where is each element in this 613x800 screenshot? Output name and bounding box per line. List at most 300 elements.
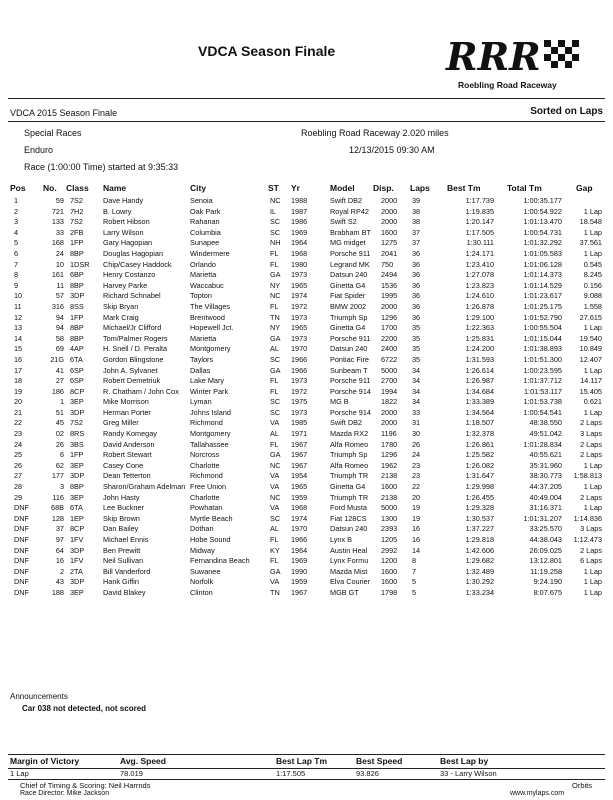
cell-no: 10 [55, 259, 64, 269]
cell-total-tm: 1:01:05.583 [523, 248, 562, 258]
cell-disp: 1205 [381, 535, 398, 544]
cell-model: Mazda Mist [330, 566, 368, 576]
cell-class: 3EP [70, 492, 84, 502]
cell-state: FL [270, 556, 279, 566]
cell-gap: 1 Lap [583, 460, 602, 470]
cell-best-tm: 1:34.564 [465, 407, 494, 417]
cell-model: Triumph TR [330, 471, 369, 481]
cell-name: Mike Morrison [103, 397, 149, 407]
cell-laps: 34 [412, 376, 421, 386]
logo-caption: Roebling Road Raceway [458, 80, 557, 90]
cell-year: 1985 [291, 418, 308, 428]
cell-best-tm: 1:33.389 [465, 397, 494, 407]
col-total-tm: Total Tm [507, 183, 542, 193]
cell-state: VA [270, 418, 280, 428]
cell-laps: 31 [412, 418, 421, 428]
cell-laps: 23 [412, 460, 421, 470]
table-row [0, 196, 613, 207]
cell-best-tm: 1:25.582 [465, 450, 494, 460]
cell-name: Gary Hagopian [103, 238, 153, 248]
cell-class: 1DSR [70, 259, 90, 269]
cell-model: Porsche 911 [330, 376, 371, 386]
cell-city: Rahanan [190, 217, 220, 227]
cell-name: R. Chatham / John Cox [103, 386, 179, 396]
cell-no: 133 [51, 217, 64, 227]
cell-pos: 14 [14, 333, 23, 343]
cell-laps: 35 [412, 333, 421, 343]
cell-year: 1971 [291, 429, 308, 439]
cell-disp: 2200 [381, 333, 398, 343]
cell-city: Montgomery [190, 344, 231, 354]
cell-no: 69 [55, 344, 64, 354]
cell-year: 1967 [291, 439, 308, 449]
cell-laps: 5 [412, 577, 417, 587]
cell-year: 1973 [291, 333, 308, 343]
cell-disp: 1275 [381, 238, 398, 248]
cell-no: 316 [51, 301, 64, 311]
cell-gap: 1 Lap [583, 365, 602, 375]
cell-total-tm: 1:01:31.207 [523, 513, 562, 523]
cell-class: 8BP [70, 248, 84, 258]
cell-class: 3DP [70, 471, 85, 481]
cell-disp: 2138 [381, 471, 398, 481]
cell-disp: 2992 [381, 545, 398, 555]
cell-city: Dallas [190, 365, 211, 375]
cell-year: 1973 [291, 407, 308, 417]
announcements-title: Announcements [10, 692, 68, 701]
cell-gap: 2 Laps [580, 492, 602, 502]
table-row [0, 567, 613, 578]
cell-pos: DNF [14, 545, 29, 555]
cell-gap: 1 Lap [583, 407, 602, 417]
cell-gap: 37.561 [579, 238, 602, 248]
cell-laps: 5 [412, 587, 417, 597]
col-name: Name [103, 183, 127, 193]
cell-pos: 28 [14, 482, 23, 492]
cell-best-tm: 1:23.410 [465, 259, 494, 269]
cell-disp: 6722 [381, 354, 398, 364]
cell-city: Lake Mary [190, 376, 225, 386]
cell-state: SC [270, 227, 281, 237]
cell-model: Brabham BT [330, 227, 371, 237]
table-row [0, 461, 613, 472]
cell-total-tm: 1:01:37.712 [523, 376, 562, 386]
cell-laps: 8 [412, 556, 417, 566]
cell-best-tm: 1:26.614 [465, 365, 494, 375]
cell-gap: 0.621 [583, 397, 602, 407]
cell-pos: DNF [14, 587, 29, 597]
cell-best-tm: 1:30.111 [466, 238, 494, 248]
event-name: VDCA 2015 Season Finale [10, 108, 118, 118]
cell-name: Sharon/Graham Adelman [103, 482, 186, 492]
cell-gap: 1 Lap [583, 227, 602, 237]
table-row [0, 514, 613, 525]
cell-class: 8BP [70, 333, 84, 343]
avg-speed-label: Avg. Speed [120, 756, 166, 766]
cell-best-tm: 1:30.537 [465, 513, 494, 523]
cell-class: 3EP [70, 460, 84, 470]
cell-model: Swift DB2 [330, 196, 363, 205]
cell-name: H. Snell / D. Peralta [103, 344, 168, 354]
cell-no: 27 [55, 376, 64, 386]
cell-city: Norfolk [190, 577, 214, 587]
cell-state: FL [270, 386, 279, 396]
cell-pos: DNF [14, 577, 29, 587]
cell-class: 1EP [70, 513, 84, 523]
cell-model: Swift DB2 [330, 418, 363, 428]
cell-laps: 36 [412, 248, 421, 258]
cell-city: Montgomery [190, 429, 231, 439]
table-row [0, 238, 613, 249]
cell-laps: 16 [412, 524, 421, 534]
cell-total-tm: 44:38.043 [529, 535, 562, 544]
cell-no: 43 [55, 577, 64, 587]
cell-city: Johns Island [190, 407, 231, 417]
avg-speed-value: 78.019 [120, 769, 143, 778]
cell-laps: 37 [412, 238, 421, 248]
cell-name: Ben Prewitt [103, 545, 141, 555]
cell-city: Senoia [190, 196, 213, 205]
cell-total-tm: 40:55.621 [529, 450, 562, 460]
cell-laps: 35 [412, 344, 421, 354]
cell-disp: 2041 [381, 248, 398, 258]
cell-class: 8SS [70, 301, 84, 311]
cell-state: NC [270, 492, 281, 502]
cell-city: Myrtle Beach [190, 513, 233, 523]
cell-city: Windermere [190, 248, 230, 258]
cell-model: Legrand MK [330, 259, 370, 269]
cell-no: 02 [55, 429, 64, 439]
cell-pos: 7 [14, 259, 19, 269]
cell-total-tm: 1:00:35.177 [523, 196, 562, 205]
cell-name: Hank Giffin [103, 577, 139, 587]
table-row [0, 291, 613, 302]
cell-state: SC [270, 397, 281, 407]
divider [8, 98, 605, 99]
cell-city: Taylors [190, 354, 214, 364]
cell-model: Mazda RX2 [330, 429, 369, 439]
raceway-logo [440, 32, 590, 84]
cell-name: Robert Stewart [103, 450, 152, 460]
cell-best-tm: 1:26.082 [465, 460, 494, 470]
cell-year: 1972 [291, 301, 308, 311]
sort-label: Sorted on Laps [530, 106, 603, 117]
cell-laps: 7 [412, 566, 417, 576]
cell-model: Royal RP42 [330, 206, 369, 216]
cell-pos: DNF [14, 566, 29, 576]
col-no: No. [43, 183, 57, 193]
cell-name: Gordon Blingstone [103, 354, 164, 364]
cell-disp: 1600 [381, 566, 398, 576]
cell-gap: 1 Lap [583, 587, 602, 597]
cell-total-tm: 1:01:14.373 [523, 270, 562, 280]
table-row [0, 387, 613, 398]
cell-year: 1966 [291, 365, 308, 375]
cell-disp: 1196 [381, 429, 397, 439]
cell-laps: 35 [412, 354, 421, 364]
cell-total-tm: 11:19.258 [530, 566, 562, 576]
cell-class: 7S2 [70, 196, 83, 205]
cell-model: MG B [330, 397, 349, 407]
cell-city: Lyman [190, 397, 212, 407]
cell-year: 1965 [291, 280, 308, 290]
col-yr: Yr [291, 183, 300, 193]
cell-city: Dothan [190, 524, 214, 534]
cell-city: Hopewell Jct. [190, 323, 234, 333]
race-class: Enduro [24, 145, 54, 155]
cell-class: 3DP [70, 545, 85, 555]
cell-gap: 1 Lap [583, 248, 602, 258]
cell-pos: 10 [14, 291, 23, 301]
cell-total-tm: 1:00:54.541 [523, 407, 562, 417]
cell-laps: 37 [412, 227, 421, 237]
cell-state: NY [270, 280, 281, 290]
cell-pos: 23 [14, 429, 23, 439]
cell-gap: 1 Lap [583, 503, 602, 513]
cell-state: VA [270, 577, 280, 587]
cell-laps: 20 [412, 492, 421, 502]
cell-state: TN [270, 312, 280, 322]
cell-class: 2TA [70, 566, 83, 576]
cell-city: Brentwood [190, 312, 225, 322]
table-row [0, 577, 613, 588]
cell-year: 1969 [291, 556, 308, 566]
cell-best-tm: 1:30.292 [465, 577, 494, 587]
cell-model: Pontiac Fire [330, 354, 369, 364]
cell-disp: 1822 [381, 397, 398, 407]
col-disp: Disp. [373, 183, 394, 193]
cell-no: 161 [51, 270, 64, 280]
cell-best-tm: 1:24.200 [465, 344, 494, 354]
cell-gap: 1 Lap [583, 482, 602, 492]
cell-city: Marietta [190, 333, 217, 343]
table-row [0, 471, 613, 482]
best-lap-by-value: 33 - Larry Wilson [440, 769, 497, 778]
cell-best-tm: 1:29.682 [465, 556, 494, 566]
cell-pos: 20 [14, 397, 23, 407]
cell-model: BMW 2002 [330, 301, 367, 311]
results-table [0, 196, 613, 599]
cell-gap: 2 Laps [580, 418, 602, 428]
cell-total-tm: 35:31.960 [529, 460, 562, 470]
cell-class: 3EP [70, 397, 84, 407]
cell-name: Tom/Palmer Rogers [103, 333, 168, 343]
cell-pos: 15 [14, 344, 23, 354]
cell-state: FL [270, 535, 279, 544]
cell-laps: 38 [412, 217, 421, 227]
race-datetime: 12/13/2015 09:30 AM [349, 145, 435, 155]
cell-year: 1970 [291, 524, 308, 534]
cell-model: Lynx B [330, 535, 353, 544]
table-row [0, 418, 613, 429]
cell-laps: 14 [412, 545, 421, 555]
cell-city: Waccabuc [190, 280, 224, 290]
cell-year: 1964 [291, 238, 308, 248]
cell-city: The Villages [190, 301, 231, 311]
cell-gap: 9.088 [583, 291, 602, 301]
col-best-tm: Best Tm [447, 183, 481, 193]
cell-no: 94 [55, 323, 64, 333]
cell-year: 1988 [291, 196, 308, 205]
table-row [0, 535, 613, 546]
cell-best-tm: 1:25.831 [465, 333, 494, 343]
table-row [0, 355, 613, 366]
cell-state: SC [270, 407, 281, 417]
best-lap-by-label: Best Lap by [440, 756, 489, 766]
cell-model: Porsche 911 [330, 248, 371, 258]
cell-no: 3 [59, 482, 64, 492]
cell-total-tm: 13:12.801 [529, 556, 562, 566]
cell-pos: 1 [14, 196, 19, 205]
cell-pos: 2 [14, 206, 19, 216]
cell-year: 1967 [291, 450, 308, 460]
cell-year: 1959 [291, 577, 308, 587]
cell-no: 97 [55, 535, 64, 544]
cell-disp: 2700 [381, 376, 398, 386]
margin-header [0, 756, 613, 768]
cell-pos: 12 [14, 312, 23, 322]
race-start: Race (1:00:00 Time) started at 9:35:33 [24, 162, 179, 172]
cell-no: 37 [55, 524, 64, 534]
cell-total-tm: 8:07.675 [533, 587, 562, 597]
cell-name: Chip/Casey Haddock [103, 259, 172, 269]
cell-name: Lee Buckner [103, 503, 144, 513]
cell-state: SC [270, 217, 281, 227]
table-row [0, 556, 613, 567]
table-row [0, 313, 613, 324]
margin-of-victory-value: 1 Lap [10, 769, 29, 778]
cell-best-tm: 1:37.227 [465, 524, 494, 534]
col-laps: Laps [410, 183, 430, 193]
cell-class: 8CP [70, 386, 85, 396]
cell-no: 186 [51, 386, 64, 396]
cell-name: Michael Ennis [103, 535, 149, 544]
cell-city: Suwanee [190, 566, 221, 576]
cell-class: 3DP [70, 291, 85, 301]
cell-disp: 1780 [381, 439, 398, 449]
cell-total-tm: 1:01:23.617 [523, 291, 562, 301]
cell-model: MGB GT [330, 587, 359, 597]
cell-class: 1FV [70, 535, 84, 544]
cell-city: Oak Park [190, 206, 221, 216]
col-gap: Gap [576, 183, 593, 193]
cell-best-tm: 1:26.455 [465, 492, 494, 502]
cell-model: Fiat 128CS [330, 513, 367, 523]
table-row [0, 376, 613, 387]
table-row [0, 270, 613, 281]
cell-name: Skip Brown [103, 513, 140, 523]
cell-year: 1987 [291, 206, 308, 216]
cell-year: 1968 [291, 248, 308, 258]
cell-class: 3DP [70, 577, 85, 587]
table-row [0, 546, 613, 557]
cell-gap: 2 Laps [580, 439, 602, 449]
table-row [0, 217, 613, 228]
table-row [0, 228, 613, 239]
cell-no: 2 [59, 566, 64, 576]
cell-pos: 16 [14, 354, 23, 364]
cell-total-tm: 1:01:53.738 [523, 397, 562, 407]
cell-model: Porsche 914 [330, 407, 371, 417]
cell-class: 6BP [70, 270, 84, 280]
cell-best-tm: 1:33.234 [465, 587, 494, 597]
cell-total-tm: 33:25.570 [529, 524, 562, 534]
cell-class: 1FP [70, 312, 84, 322]
cell-gap: 12.407 [579, 354, 602, 364]
cell-laps: 39 [412, 196, 421, 205]
table-row [0, 323, 613, 334]
cell-best-tm: 1:31.593 [465, 354, 494, 364]
cell-disp: 2494 [381, 270, 398, 280]
cell-gap: 8.245 [583, 270, 602, 280]
cell-class: 8BP [70, 280, 84, 290]
cell-no: 16 [55, 556, 64, 566]
cell-name: Mark Craig [103, 312, 139, 322]
cell-name: Larry Wilson [103, 227, 144, 237]
cell-pos: 24 [14, 439, 23, 449]
cell-laps: 33 [412, 407, 421, 417]
cell-name: Robert Hibson [103, 217, 150, 227]
cell-total-tm: 44:37.205 [529, 482, 562, 492]
table-row [0, 588, 613, 599]
svg-text:RRR: RRR [446, 34, 541, 79]
cell-total-tm: 1:00:55.504 [523, 323, 562, 333]
cell-no: 45 [55, 418, 64, 428]
cell-laps: 36 [412, 280, 421, 290]
cell-best-tm: 1:26.878 [465, 301, 494, 311]
cell-gap: 2 Laps [580, 545, 602, 555]
cell-total-tm: 1:01:15.044 [523, 333, 562, 343]
cell-disp: 5000 [381, 365, 398, 375]
divider [8, 754, 605, 755]
cell-laps: 36 [412, 270, 421, 280]
cell-name: Randy Komegay [103, 429, 157, 439]
cell-pos: DNF [14, 513, 29, 523]
cell-model: Lynx Formu [330, 556, 369, 566]
cell-city: Clinton [190, 587, 213, 597]
cell-disp: 1200 [381, 556, 398, 566]
cell-name: John Hasty [103, 492, 140, 502]
cell-disp: 2000 [381, 206, 398, 216]
cell-year: 1965 [291, 323, 308, 333]
cell-pos: 26 [14, 460, 23, 470]
cell-best-tm: 1:29.818 [465, 535, 494, 544]
cell-best-tm: 1:32.489 [465, 566, 494, 576]
cell-model: Datsun 240 [330, 344, 368, 354]
col-class: Class [66, 183, 89, 193]
cell-state: AL [270, 429, 279, 439]
table-row [0, 450, 613, 461]
cell-disp: 1600 [381, 227, 398, 237]
cell-model: Porsche 914 [330, 386, 371, 396]
cell-city: Free Union [190, 482, 227, 492]
cell-city: Tallahassee [190, 439, 229, 449]
cell-no: 41 [55, 365, 64, 375]
cell-disp: 2000 [381, 301, 398, 311]
table-row [0, 281, 613, 292]
cell-state: IL [270, 206, 277, 216]
cell-name: Bill Vanderford [103, 566, 151, 576]
cell-pos: 25 [14, 450, 23, 460]
table-row [0, 482, 613, 493]
cell-city: Richmond [190, 418, 223, 428]
cell-year: 1965 [291, 482, 308, 492]
cell-best-tm: 1:31.647 [465, 471, 494, 481]
table-row [0, 207, 613, 218]
orbits-label: Orbits [572, 781, 593, 790]
cell-name: Henry Costanzo [103, 270, 156, 280]
cell-state: VA [270, 471, 280, 481]
